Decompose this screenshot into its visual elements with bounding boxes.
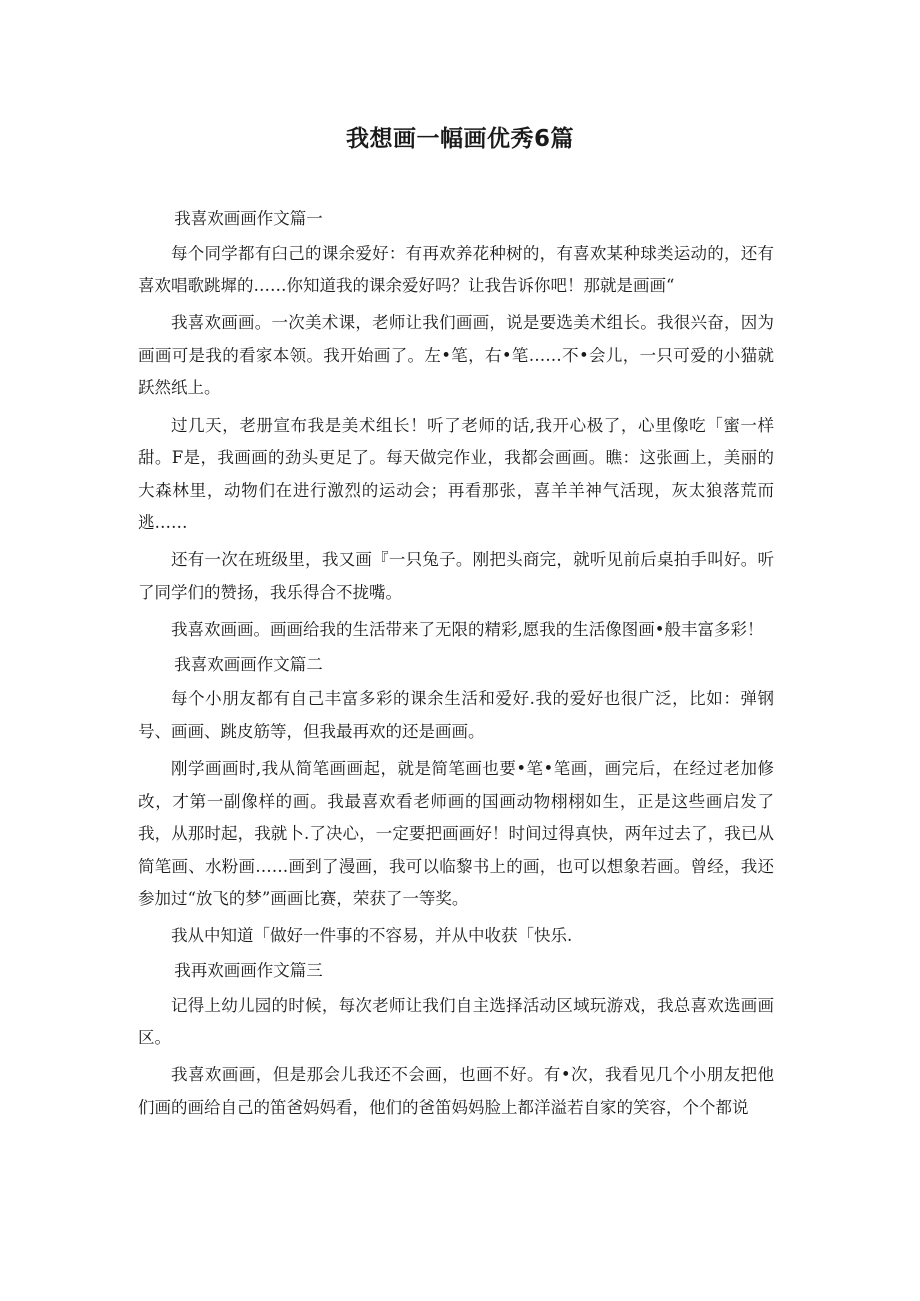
paragraph: 过几天，老册宣布我是美术组长！听了老师的话,我开心极了，心里像吃「蜜一样甜。F是，我画画的劲头更足了。每天做完作业，我都会画画。瞧：这张画上，美丽的大森林里，动物们在进行激烈的运动会；再看那张，喜羊羊神气活现，灰太狼落荒而逃…… [138, 415, 774, 533]
paragraph: 我喜欢画画，但是那会儿我还不会画，也画不好。有•次，我看见几个小朋友把他们画的画给自己的笛爸妈妈看，他们的爸笛妈妈脸上都洋溢若自家的笑容，个个都说 [138, 1065, 774, 1117]
document-body [138, 203, 774, 1125]
paragraph: 我从中知道「做好一件事的不容易，并从中收获「快乐. [171, 926, 573, 946]
paragraph: 刚学画画时,我从简笔画画起，就是简笔画也要•笔•笔画，画完后，在经过老加修改，才第一副像样的画。我最喜欢看老师画的国画动物栩栩如生，正是这些画启发了我，从那时起，我就卜.了决心，一定要把画画好！时间过得真快，两年过去了，我已从简笔画、水粉画……画到了漫画，我可以临黎书上的画，也可以想象若画。曾经，我还参加过“放飞的梦”画画比赛，荣获了一等奖。 [138, 759, 774, 909]
paragraph: 每个小朋友都有自己丰富多彩的课余生活和爱好.我的爱好也很广泛，比如：弹钢号、画画、跳皮筋等，但我最再欢的还是画画。 [138, 689, 774, 741]
paragraph: 还有一次在班级里，我又画『一只兔子。刚把头商完，就听见前后桌拍手叫好。听了同学们的赞扬，我乐得合不拢嘴。 [138, 550, 774, 603]
paragraph: 记得上幼儿园的时候，每次老师让我们自主选择活动区域玩游戏，我总喜欢选画画区。 [138, 995, 774, 1048]
section-heading-1: 我喜欢画画作文篇一 [174, 209, 323, 228]
paragraph: 我喜欢画画。一次美术课，老师让我们画画，说是要选美术组长。我很兴奋，因为画画可是我的看家本领。我开始画了。左•笔，右•笔……不•会儿，一只可爱的小猫就跃然纸上。 [138, 313, 774, 398]
paragraph: 每个同学都有臼己的课余爱好：有再欢养花种树的，有喜欢某种球类运动的，还有喜欢唱歌跳墀的……你知道我的课余爱好吗？让我告诉你吧！那就是画画“ [138, 243, 774, 296]
section-heading-2: 我喜欢画画作文篇二 [174, 654, 323, 674]
page-title: 我想画一幅画优秀6篇 [345, 126, 574, 152]
section-heading-3: 我再欢画画作文篇三 [174, 961, 323, 981]
paragraph: 我喜欢画画。画画给我的生活带来了无限的精彩,愿我的生活像图画•般丰富多彩！ [171, 620, 764, 640]
